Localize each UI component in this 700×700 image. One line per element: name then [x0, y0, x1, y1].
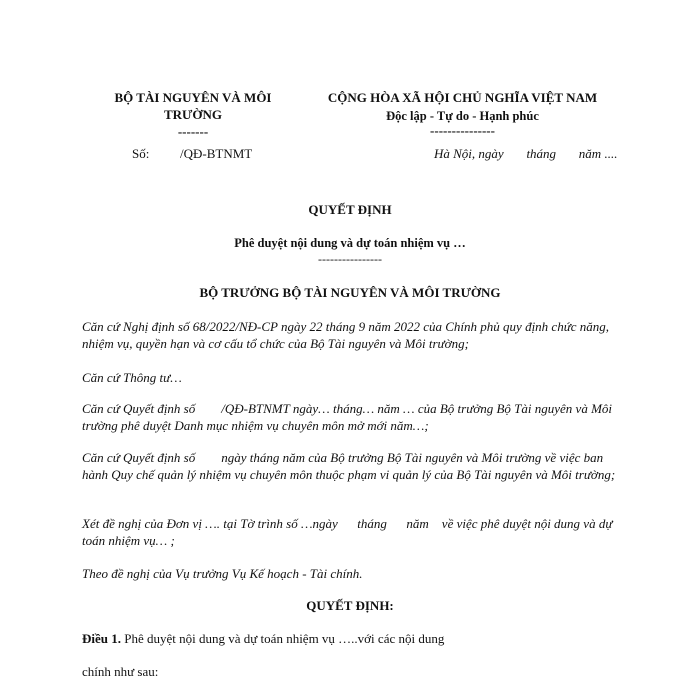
national-title-block: [300, 89, 625, 137]
doc-number-value: /QĐ-BTNMT: [180, 146, 253, 161]
national-title: CỘNG HÒA XÃ HỘI CHỦ NGHĨA VIỆT NAM: [327, 90, 598, 105]
issuing-authority: BỘ TRƯỞNG BỘ TÀI NGUYÊN VÀ MÔI TRƯỜNG: [199, 285, 501, 300]
basis-paragraph: Căn cứ Nghị định số 68/2022/NĐ-CP ngày 22 tháng 9 năm 2022 của Chính phủ quy định chức năng, nhiệm vụ, quyền hạn và cơ cấu tổ chức của Bộ Tài nguyên và Môi trường;: [82, 319, 610, 351]
document-title: QUYẾT ĐỊNH: [308, 202, 392, 217]
article-1-label: Điều 1.: [82, 631, 121, 646]
ministry-name-line2: TRƯỜNG: [163, 107, 223, 122]
title-divider: ----------------: [318, 252, 382, 266]
national-motto: Độc lập - Tự do - Hạnh phúc: [386, 109, 539, 123]
basis-paragraph: Căn cứ Quyết định số /QĐ-BTNMT ngày… tháng… năm … của Bộ trưởng Bộ Tài nguyên và Môi trường phê duyệt Danh mục nhiệm vụ chuyên môn mở mới năm…;: [82, 401, 616, 433]
ministry-name: [88, 89, 298, 140]
article-1-text: Phê duyệt nội dung và dự toán nhiệm vụ …..với các nội dung: [121, 631, 445, 646]
national-divider: ---------------: [430, 123, 495, 138]
decision-heading: QUYẾT ĐỊNH:: [306, 598, 394, 613]
basis-paragraph: Xét đề nghị của Đơn vị …. tại Tờ trình số …ngày tháng năm về việc phê duyệt nội dung và dự toán nhiệm vụ… ;: [82, 516, 616, 548]
ministry-name-line1: BỘ TÀI NGUYÊN VÀ MÔI: [114, 90, 272, 105]
ministry-divider: -------: [177, 124, 209, 139]
article-1: [82, 630, 622, 647]
document-subtitle: Phê duyệt nội dung và dự toán nhiệm vụ …: [234, 236, 466, 250]
doc-number-label: Số:: [132, 146, 150, 161]
basis-paragraph: Căn cứ Thông tư…: [82, 370, 182, 385]
place-date: Hà Nội, ngày tháng năm ....: [434, 146, 618, 161]
article-1-continuation: chính như sau:: [82, 664, 159, 679]
basis-paragraph: Theo đề nghị của Vụ trưởng Vụ Kế hoạch - Tài chính.: [82, 566, 363, 581]
basis-paragraph: Căn cứ Quyết định số ngày tháng năm của Bộ trưởng Bộ Tài nguyên và Môi trường về việc ban hành Quy chế quản lý nhiệm vụ chuyên môn thuộc phạm vi quản lý của Bộ Tài nguyên và Môi trường;: [82, 450, 616, 482]
